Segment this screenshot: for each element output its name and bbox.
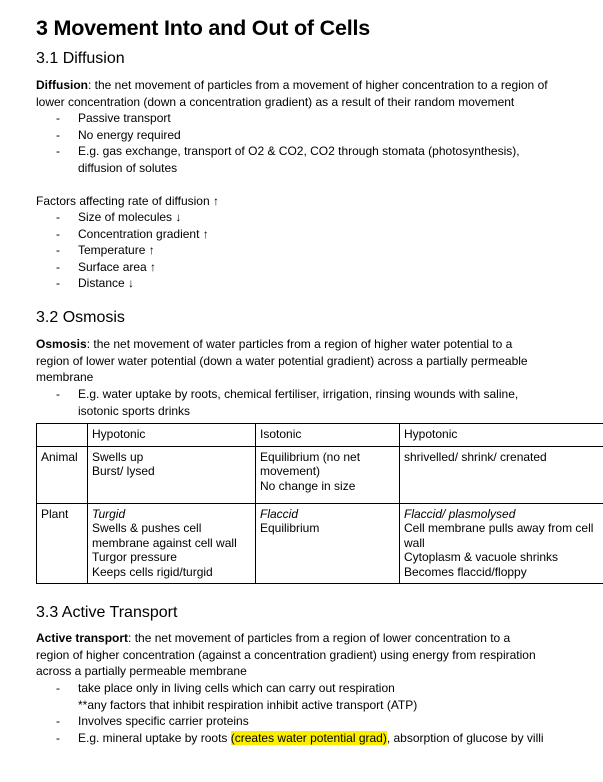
list-item: - Distance ↓: [36, 275, 576, 292]
osmosis-definition: [36, 336, 536, 386]
cell-line: shrivelled/ shrink/ crenated: [404, 449, 547, 464]
table-cell: [400, 503, 603, 584]
list-item: - Involves specific carrier proteins: [36, 713, 576, 730]
table-cell: [400, 446, 603, 503]
cell-line: Cytoplasm & vacuole shrinks: [404, 550, 559, 564]
table-header: Hypotonic: [400, 424, 603, 447]
list-item: - take place only in living cells which can carry out respiration: [36, 680, 576, 697]
cell-line: Keeps cells rigid/turgid: [92, 564, 213, 579]
cell-line: Swells & pushes cell membrane against cell wall: [92, 521, 237, 550]
list-item: - Size of molecules ↓: [36, 209, 576, 226]
active-points: [36, 680, 576, 746]
list-item: - Concentration gradient ↑: [36, 226, 576, 243]
active-definition-text: : the net movement of particles from a region of lower concentration to a region of higher concentration (against a concentration gradient) using energy from respiration across a partially permeable membrane: [36, 631, 536, 678]
cell-line: Equilibrium (no net movement): [260, 449, 361, 478]
diffusion-factors: [36, 209, 576, 292]
section-heading-active-transport: 3.3 Active Transport: [36, 604, 178, 621]
last-point-text-end: , absorption of glucose by villi: [386, 730, 544, 745]
list-item: - E.g. gas exchange, transport of O2 & CO2, CO2 through stomata (photosynthesis), diffusion of solutes: [36, 143, 538, 176]
list-item: [36, 730, 576, 747]
diffusion-definition-text: : the net movement of particles from a movement of higher concentration to a region of lower concentration (down a concentration gradient) as a result of their random movement: [36, 78, 548, 109]
active-definition: [36, 630, 536, 680]
cell-line: Turgor pressure: [92, 550, 177, 564]
osmosis-points: [36, 386, 576, 419]
osmosis-definition-text: : the net movement of water particles from a region of higher water potential to a region of lower water potential (down a water potential gradient) across a partially permeable membrane: [36, 337, 528, 384]
list-item: - Temperature ↑: [36, 242, 576, 259]
list-item: - No energy required: [36, 127, 576, 144]
cell-line: Burst/ lysed: [92, 464, 155, 478]
diffusion-points: [36, 110, 576, 176]
table-row-label: Plant: [37, 503, 88, 584]
cell-title: Turgid: [92, 506, 126, 521]
table-header: Isotonic: [256, 424, 400, 447]
section-heading-osmosis: 3.2 Osmosis: [36, 309, 125, 326]
diffusion-definition: [36, 77, 576, 110]
osmosis-term: Osmosis: [36, 337, 87, 351]
diffusion-term: Diffusion: [36, 78, 88, 92]
list-item: - Surface area ↑: [36, 259, 576, 276]
cell-title: Flaccid: [260, 506, 299, 521]
table-row-label: Animal: [37, 446, 88, 503]
active-term: Active transport: [36, 631, 129, 645]
diffusion-factors-heading: Factors affecting rate of diffusion ↑: [36, 194, 219, 208]
list-item: - Passive transport: [36, 110, 576, 127]
list-item: **any factors that inhibit respiration inhibit active transport (ATP): [78, 697, 418, 712]
last-point-text: E.g. mineral uptake by roots: [78, 730, 231, 745]
table-header-row: [37, 424, 603, 447]
table-header-empty: [37, 424, 88, 447]
highlighted-text: (creates water potential grad): [230, 730, 387, 745]
table-row: [37, 503, 603, 584]
table-cell: [88, 446, 256, 503]
cell-line: Becomes flaccid/floppy: [404, 564, 527, 579]
cell-line: Swells up: [92, 449, 144, 464]
table-cell: [256, 446, 400, 503]
table-row: [37, 446, 603, 503]
osmosis-table: [36, 423, 603, 584]
cell-title: Flaccid/ plasmolysed: [404, 506, 516, 521]
cell-line: No change in size: [260, 478, 356, 493]
cell-line: Equilibrium: [260, 521, 320, 535]
page-title: 3 Movement Into and Out of Cells: [36, 16, 371, 40]
table-header: Hypotonic: [88, 424, 256, 447]
section-heading-diffusion: 3.1 Diffusion: [36, 50, 125, 67]
list-item: - E.g. water uptake by roots, chemical fertiliser, irrigation, rinsing wounds with saline, isotonic sports drinks: [36, 386, 538, 419]
cell-line: Cell membrane pulls away from cell wall: [404, 521, 594, 550]
table-cell: [88, 503, 256, 584]
table-cell: [256, 503, 400, 584]
